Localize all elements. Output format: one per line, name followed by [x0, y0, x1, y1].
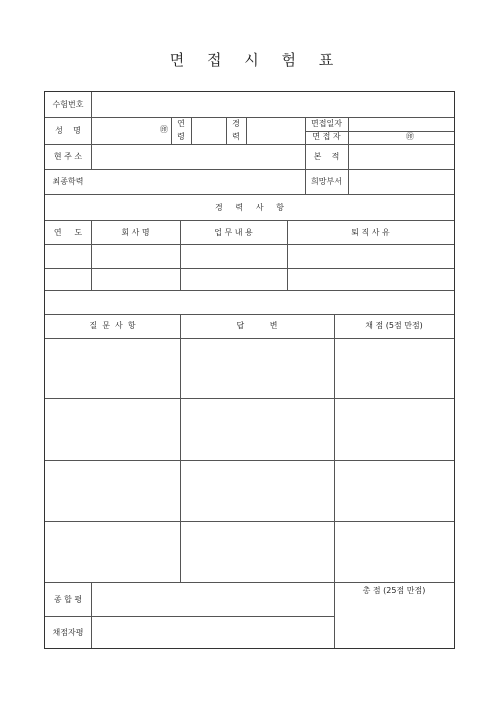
col-divider — [348, 117, 349, 194]
career-section-heading: 경 력 사 항 — [214, 203, 285, 212]
col-divider — [246, 117, 247, 144]
row-divider — [45, 169, 454, 170]
career-label-bottom: 력 — [232, 132, 240, 141]
career-label-top: 경 — [232, 119, 240, 128]
hometown-label: 본 적 — [313, 152, 340, 161]
row-divider — [45, 117, 454, 118]
questions-header: 질 문 사 항 — [89, 321, 136, 330]
page-title: 면 접 시 험 표 — [169, 51, 335, 69]
duties-header: 업 무 내 용 — [214, 228, 253, 237]
row-divider — [45, 194, 454, 195]
row-divider — [45, 314, 454, 315]
seal-mark-icon: ㊞ — [160, 125, 168, 134]
row-divider — [45, 290, 454, 291]
col-divider — [191, 117, 192, 144]
row-divider — [45, 460, 454, 461]
row-divider — [45, 338, 454, 339]
row-divider — [45, 144, 454, 145]
row-divider — [45, 268, 454, 269]
answers-header: 답 변 — [236, 321, 278, 330]
score-header: 채 점 (5점 만점) — [365, 321, 423, 330]
resign-reason-header: 퇴 직 사 유 — [351, 228, 390, 237]
address-label: 현 주 소 — [53, 152, 83, 161]
exam-number-label: 수험번호 — [52, 100, 84, 109]
age-label-bottom: 령 — [177, 132, 185, 141]
education-label: 최종학력 — [52, 177, 84, 186]
row-divider — [45, 220, 454, 221]
company-header: 회 사 명 — [121, 228, 150, 237]
row-divider — [45, 616, 334, 617]
col-divider — [334, 314, 335, 648]
overall-label: 종 합 평 — [53, 595, 83, 604]
desired-dept-label: 희망부서 — [311, 177, 342, 186]
row-divider — [45, 521, 454, 522]
year-header: 연 도 — [53, 228, 83, 237]
interview-date-label: 면접일자 — [311, 119, 342, 128]
row-divider — [45, 398, 454, 399]
interview-form-table — [44, 91, 455, 649]
grader-label: 채점자평 — [52, 628, 84, 637]
total-score-label: 총 점 (25점 만점) — [362, 586, 426, 595]
age-label-top: 연 — [177, 119, 185, 128]
interviewer-label: 면 접 자 — [312, 132, 341, 141]
seal-mark-icon: ㊞ — [406, 132, 414, 141]
name-label: 성 명 — [55, 126, 81, 135]
row-divider — [45, 582, 454, 583]
col-divider — [91, 92, 92, 169]
col-divider — [180, 314, 181, 582]
col-divider — [91, 582, 92, 648]
row-divider — [45, 244, 454, 245]
